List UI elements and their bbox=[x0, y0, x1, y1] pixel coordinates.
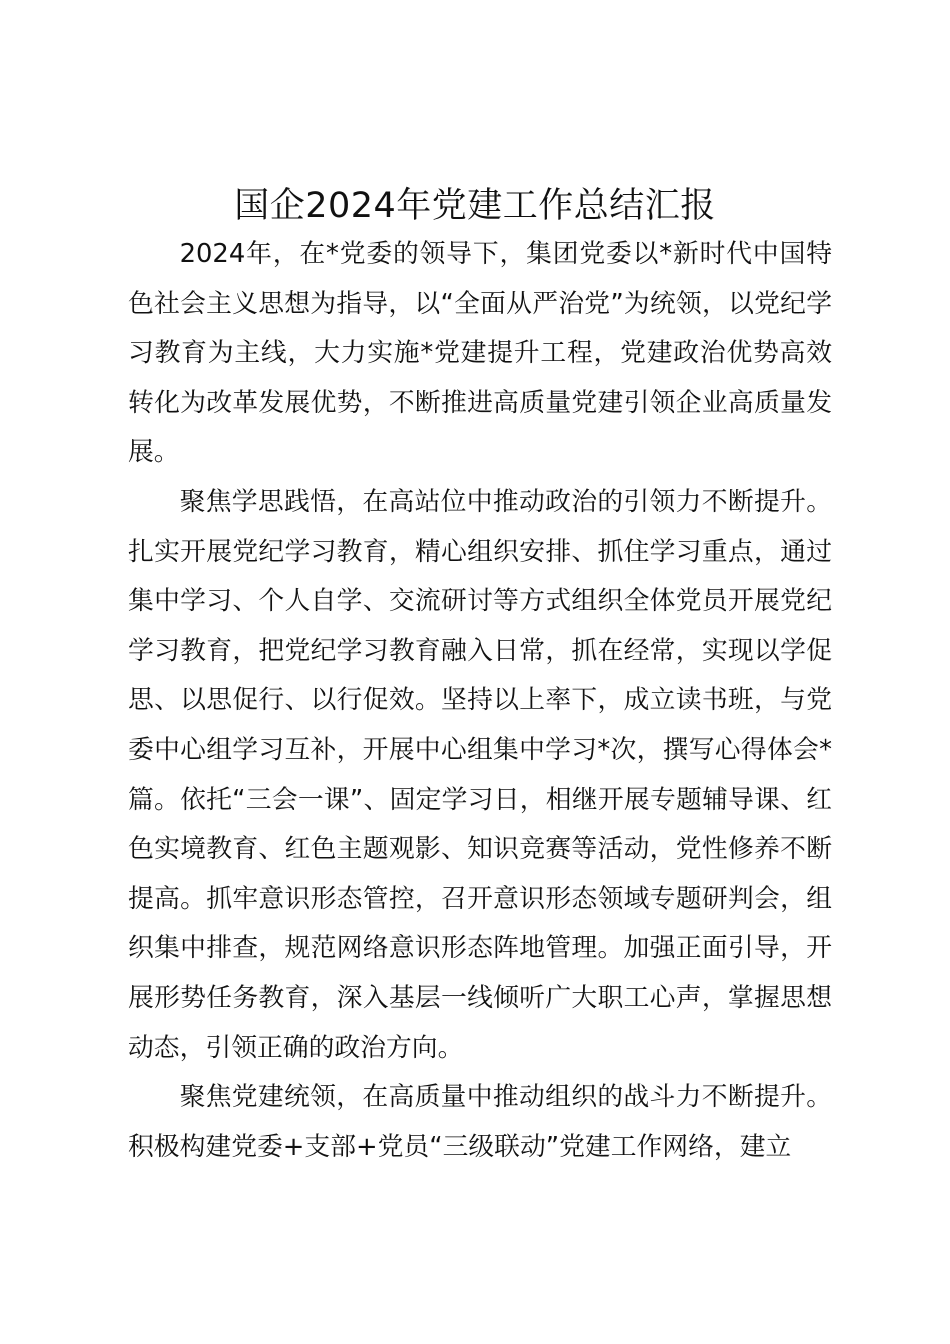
document-title: 国企2024年党建工作总结汇报 bbox=[234, 186, 716, 226]
document-body bbox=[128, 230, 832, 1172]
paragraph-2: 聚焦学思践悟，在高站位中推动政治的引领力不断提升。扎实开展党纪学习教育，精心组织安排、抓住学习重点，通过集中学习、个人自学、交流研讨等方式组织全体党员开展党纪学习教育，把党纪学习教育融入日常，抓在经常，实现以学促思、以思促行、以行促效。坚持以上率下，成立读书班，与党委中心组学习互补，开展中心组集中学习*次，撰写心得体会*篇。依托“三会一课”、固定学习日，相继开展专题辅导课、红色实境教育、红色主题观影、知识竞赛等活动，党性修养不断提高。抓牢意识形态管控，召开意识形态领域专题研判会，组织集中排查，规范网络意识形态阵地管理。加强正面引导，开展形势任务教育，深入基层一线倾听广大职工心声，掌握思想动态，引领正确的政治方向。 bbox=[128, 486, 832, 1063]
paragraph-1: 2024年，在*党委的领导下，集团党委以*新时代中国特色社会主义思想为指导，以“全面从严治党”为统领，以党纪学习教育为主线，大力实施*党建提升工程，党建政治优势高效转化为改革发展优势，不断推进高质量党建引领企业高质量发展。 bbox=[128, 239, 832, 468]
paragraph-3: 聚焦党建统领，在高质量中推动组织的战斗力不断提升。积极构建党委+支部+党员“三级联动”党建工作网络，建立 bbox=[128, 1082, 832, 1162]
